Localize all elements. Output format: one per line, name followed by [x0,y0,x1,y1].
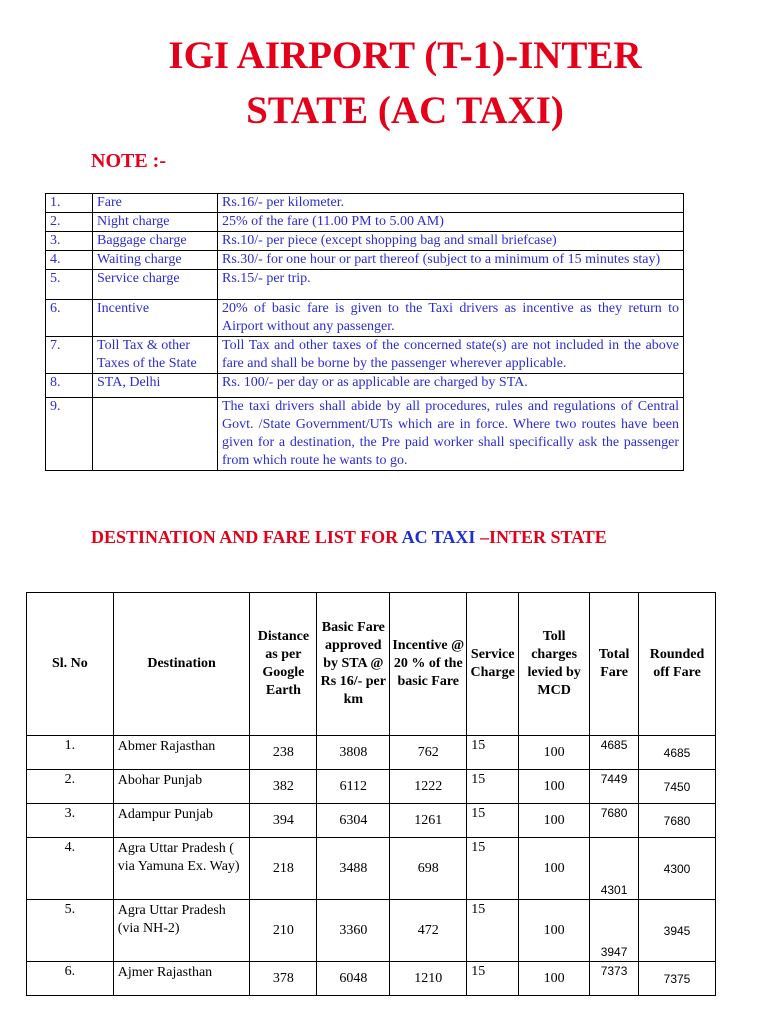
toll-cell: 100 [519,804,590,838]
fare-list-heading [91,527,607,548]
sl-no-cell: 4. [27,838,114,900]
toll-cell: 100 [519,900,590,962]
table-row [27,804,716,838]
rounded-fare-cell: 3945 [639,900,716,962]
sl-no-cell: 6. [27,962,114,996]
page-title [0,28,768,138]
rounded-fare-cell: 4685 [639,736,716,770]
notes-text: Rs. 100/- per day or as applicable are charged by STA. [218,374,684,398]
page-title-line-2: STATE (AC TAXI) [246,89,564,132]
service-charge-cell: 15 [467,838,519,900]
notes-item: Baggage charge [93,232,218,251]
toll-cell: 100 [519,962,590,996]
basic-fare-cell: 3808 [317,736,390,770]
fare-list-heading-part-3: –INTER STATE [475,527,607,547]
notes-row [46,300,684,337]
column-header: Basic Fare approved by STA @ Rs 16/- per km [317,593,390,736]
distance-cell: 218 [250,838,317,900]
service-charge-cell: 15 [467,900,519,962]
distance-cell: 378 [250,962,317,996]
rounded-fare-cell: 7680 [639,804,716,838]
notes-text: 20% of basic fare is given to the Taxi drivers as incentive as they return to Airport without any passenger. [218,300,684,337]
fare-list-heading-part-1: DESTINATION AND FARE LIST FOR [91,527,402,547]
notes-item: Night charge [93,213,218,232]
table-row [27,900,716,962]
notes-row [46,213,684,232]
destination-cell: Agra Uttar Pradesh ( via Yamuna Ex. Way) [113,838,250,900]
notes-number: 7. [46,337,93,374]
notes-number: 9. [46,398,93,471]
notes-number: 3. [46,232,93,251]
notes-number: 8. [46,374,93,398]
column-header: Rounded off Fare [639,593,716,736]
basic-fare-cell: 6112 [317,770,390,804]
notes-text: The taxi drivers shall abide by all procedures, rules and regulations of Central Govt. /State Government/UTs which are in force. Where two routes have been given for a destination, the Pre paid worker shall specifically ask the passenger from which route he wants to go. [218,398,684,471]
destination-cell: Abohar Punjab [113,770,250,804]
notes-row [46,251,684,270]
notes-item: Service charge [93,270,218,300]
column-header: Toll charges levied by MCD [519,593,590,736]
toll-cell: 100 [519,770,590,804]
notes-row [46,232,684,251]
destination-cell: Ajmer Rajasthan [113,962,250,996]
incentive-cell: 472 [390,900,467,962]
service-charge-cell: 15 [467,962,519,996]
notes-row [46,337,684,374]
notes-item: Waiting charge [93,251,218,270]
incentive-cell: 1261 [390,804,467,838]
distance-cell: 210 [250,900,317,962]
notes-number: 4. [46,251,93,270]
basic-fare-cell: 3360 [317,900,390,962]
column-header: Sl. No [27,593,114,736]
incentive-cell: 762 [390,736,467,770]
notes-text: 25% of the fare (11.00 PM to 5.00 AM) [218,213,684,232]
notes-text: Rs.30/- for one hour or part thereof (subject to a minimum of 15 minutes stay) [218,251,684,270]
notes-number: 1. [46,194,93,213]
column-header: Incentive @ 20 % of the basic Fare [390,593,467,736]
destination-cell: Agra Uttar Pradesh (via NH-2) [113,900,250,962]
notes-row [46,374,684,398]
notes-text: Rs.15/- per trip. [218,270,684,300]
page-title-line-1: IGI AIRPORT (T-1)-INTER [168,34,642,77]
total-fare-cell: 7680 [590,804,639,838]
incentive-cell: 1210 [390,962,467,996]
distance-cell: 382 [250,770,317,804]
incentive-cell: 698 [390,838,467,900]
sl-no-cell: 2. [27,770,114,804]
basic-fare-cell: 3488 [317,838,390,900]
notes-item [93,398,218,471]
basic-fare-cell: 6048 [317,962,390,996]
fare-table-header-row [27,593,716,736]
toll-cell: 100 [519,838,590,900]
notes-text: Rs.16/- per kilometer. [218,194,684,213]
destination-cell: Abmer Rajasthan [113,736,250,770]
distance-cell: 238 [250,736,317,770]
note-label: NOTE :- [91,150,166,172]
column-header: Service Charge [467,593,519,736]
rounded-fare-cell: 7450 [639,770,716,804]
distance-cell: 394 [250,804,317,838]
table-row [27,962,716,996]
notes-item: Incentive [93,300,218,337]
sl-no-cell: 5. [27,900,114,962]
column-header: Total Fare [590,593,639,736]
table-row [27,838,716,900]
notes-text: Rs.10/- per piece (except shopping bag and small briefcase) [218,232,684,251]
incentive-cell: 1222 [390,770,467,804]
fare-table [26,592,716,996]
notes-item: Fare [93,194,218,213]
notes-number: 6. [46,300,93,337]
column-header: Distance as per Google Earth [250,593,317,736]
notes-text: Toll Tax and other taxes of the concerned state(s) are not included in the above fare and shall be borne by the passenger wherever applicable. [218,337,684,374]
notes-item: Toll Tax & other Taxes of the State [93,337,218,374]
notes-row [46,194,684,213]
sl-no-cell: 1. [27,736,114,770]
destination-cell: Adampur Punjab [113,804,250,838]
table-row [27,770,716,804]
service-charge-cell: 15 [467,804,519,838]
rounded-fare-cell: 4300 [639,838,716,900]
total-fare-cell: 4685 [590,736,639,770]
notes-row [46,270,684,300]
rounded-fare-cell: 7375 [639,962,716,996]
column-header: Destination [113,593,250,736]
total-fare-cell: 7373 [590,962,639,996]
notes-number: 5. [46,270,93,300]
toll-cell: 100 [519,736,590,770]
sl-no-cell: 3. [27,804,114,838]
fare-list-heading-part-2: AC TAXI [401,527,476,547]
notes-row [46,398,684,471]
total-fare-cell: 4301 [590,838,639,900]
notes-item: STA, Delhi [93,374,218,398]
notes-number: 2. [46,213,93,232]
service-charge-cell: 15 [467,770,519,804]
basic-fare-cell: 6304 [317,804,390,838]
service-charge-cell: 15 [467,736,519,770]
table-row [27,736,716,770]
notes-table [45,193,684,471]
total-fare-cell: 7449 [590,770,639,804]
total-fare-cell: 3947 [590,900,639,962]
